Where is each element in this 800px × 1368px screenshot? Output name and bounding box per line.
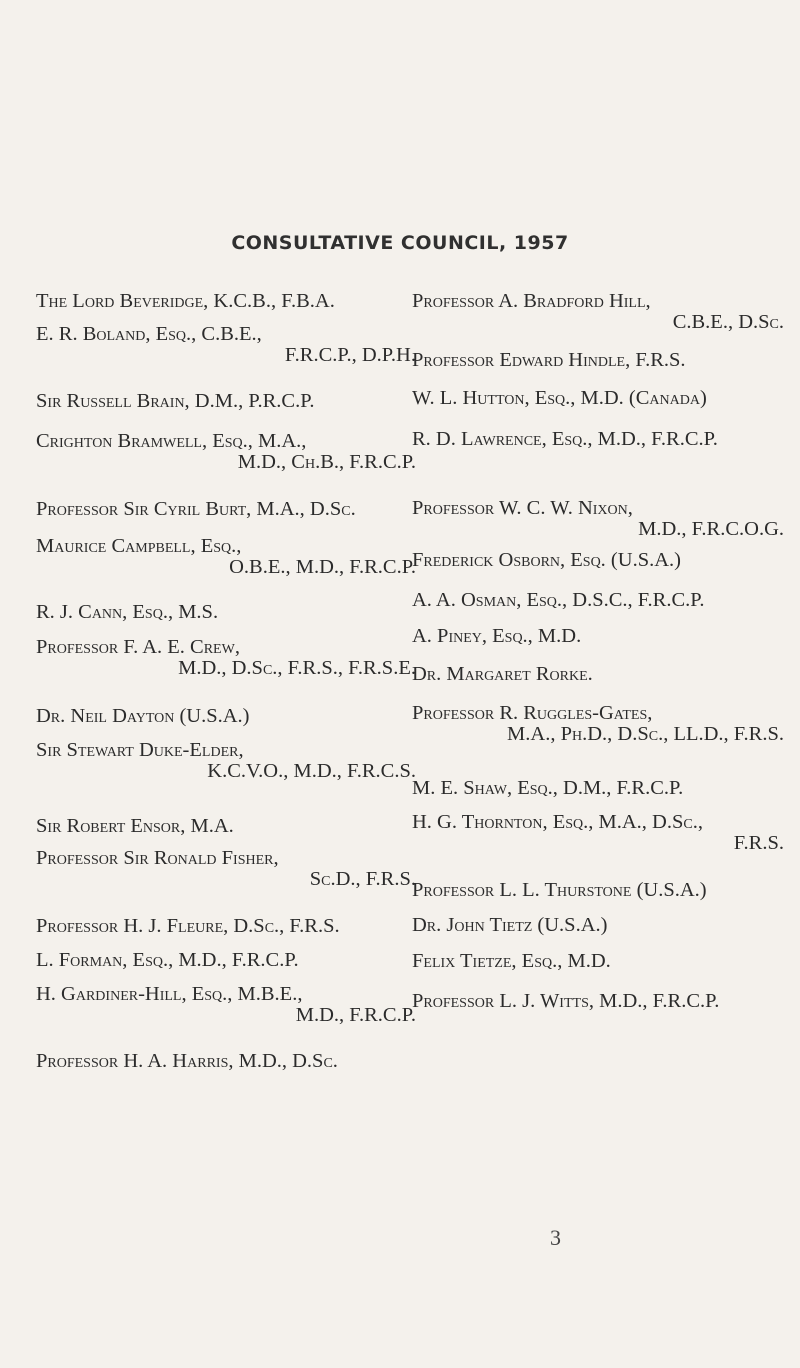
council-member-entry: [412, 811, 784, 854]
member-name-line: Professor F. A. E. Crew,: [36, 636, 240, 658]
council-member-entry: [36, 983, 416, 1026]
member-name-line: Professor Edward Hindle, F.R.S.: [412, 349, 686, 371]
member-name-line: Professor Sir Cyril Burt, M.A., D.Sc.: [36, 498, 356, 520]
council-member-entry: [36, 535, 416, 578]
council-member-entry: [36, 815, 416, 837]
council-member-entry: [412, 990, 784, 1012]
member-name-line: Crighton Bramwell, Esq., M.A.,: [36, 430, 307, 452]
council-member-entry: [36, 739, 416, 782]
council-member-entry: [412, 589, 784, 611]
member-name-line: Dr. Margaret Rorke.: [412, 663, 593, 685]
member-name-line: E. R. Boland, Esq., C.B.E.,: [36, 323, 262, 345]
member-qualifications-line: M.D., F.R.C.O.G.: [638, 518, 784, 540]
member-name-line: Dr. John Tietz (U.S.A.): [412, 914, 608, 936]
council-member-entry: [412, 879, 784, 901]
council-member-entry: [36, 498, 416, 520]
member-qualifications-line: F.R.S.: [733, 832, 784, 854]
council-member-entry: [36, 290, 416, 312]
council-member-entry: [412, 290, 784, 333]
member-name-line: R. J. Cann, Esq., M.S.: [36, 601, 219, 623]
council-member-entry: [36, 430, 416, 473]
council-member-entry: [36, 1050, 416, 1072]
council-member-entry: [412, 428, 784, 450]
council-member-entry: [36, 390, 416, 412]
member-name-line: M. E. Shaw, Esq., D.M., F.R.C.P.: [412, 777, 684, 799]
member-name-line: Sir Robert Ensor, M.A.: [36, 815, 234, 837]
member-name-line: Frederick Osborn, Esq. (U.S.A.): [412, 549, 681, 571]
member-name-line: W. L. Hutton, Esq., M.D. (Canada): [412, 387, 707, 409]
member-qualifications-line: M.D., Ch.B., F.R.C.P.: [237, 451, 416, 473]
council-member-entry: [412, 702, 784, 745]
member-name-line: A. A. Osman, Esq., D.S.C., F.R.C.P.: [412, 589, 705, 611]
council-member-entry: [412, 914, 784, 936]
council-member-entry: [412, 387, 784, 409]
member-name-line: Professor L. L. Thurstone (U.S.A.): [412, 879, 707, 901]
member-name-line: Professor A. Bradford Hill,: [412, 290, 651, 312]
council-member-entry: [412, 497, 784, 540]
council-member-entry: [412, 777, 784, 799]
member-qualifications-line: M.A., Ph.D., D.Sc., LL.D., F.R.S.: [507, 723, 784, 745]
member-name-line: H. G. Thornton, Esq., M.A., D.Sc.,: [412, 811, 703, 833]
member-qualifications-line: O.B.E., M.D., F.R.C.P.: [229, 556, 416, 578]
member-qualifications-line: F.R.C.P., D.P.H.: [284, 344, 416, 366]
page-title: CONSULTATIVE COUNCIL, 1957: [231, 232, 569, 254]
member-name-line: Professor W. C. W. Nixon,: [412, 497, 633, 519]
member-qualifications-line: M.D., D.Sc., F.R.S., F.R.S.E.: [178, 657, 416, 679]
member-name-line: Professor L. J. Witts, M.D., F.R.C.P.: [412, 990, 720, 1012]
member-name-line: Dr. Neil Dayton (U.S.A.): [36, 705, 250, 727]
page-number: 3: [550, 1225, 561, 1250]
council-member-entry: [36, 847, 416, 890]
member-name-line: Maurice Campbell, Esq.,: [36, 535, 242, 557]
council-member-entry: [36, 949, 416, 971]
council-member-entry: [412, 625, 784, 647]
member-name-line: Sir Russell Brain, D.M., P.R.C.P.: [36, 390, 315, 412]
member-qualifications-line: K.C.V.O., M.D., F.R.C.S.: [207, 760, 416, 782]
member-name-line: Felix Tietze, Esq., M.D.: [412, 950, 611, 972]
member-name-line: Professor R. Ruggles-Gates,: [412, 702, 653, 724]
member-qualifications-line: C.B.E., D.Sc.: [672, 311, 784, 333]
member-name-line: Professor H. A. Harris, M.D., D.Sc.: [36, 1050, 338, 1072]
council-member-entry: [412, 663, 784, 685]
member-name-line: A. Piney, Esq., M.D.: [412, 625, 582, 647]
member-name-line: Sir Stewart Duke-Elder,: [36, 739, 244, 761]
member-name-line: R. D. Lawrence, Esq., M.D., F.R.C.P.: [412, 428, 718, 450]
council-member-entry: [36, 636, 416, 679]
council-member-entry: [36, 601, 416, 623]
council-member-entry: [36, 323, 416, 366]
council-member-entry: [36, 705, 416, 727]
council-member-entry: [412, 349, 784, 371]
member-qualifications-line: Sc.D., F.R.S.: [309, 868, 416, 890]
member-name-line: The Lord Beveridge, K.C.B., F.B.A.: [36, 290, 335, 312]
council-member-entry: [412, 549, 784, 571]
member-name-line: L. Forman, Esq., M.D., F.R.C.P.: [36, 949, 299, 971]
member-name-line: Professor H. J. Fleure, D.Sc., F.R.S.: [36, 915, 340, 937]
member-name-line: Professor Sir Ronald Fisher,: [36, 847, 279, 869]
council-member-entry: [36, 915, 416, 937]
council-member-entry: [412, 950, 784, 972]
member-qualifications-line: M.D., F.R.C.P.: [295, 1004, 416, 1026]
member-name-line: H. Gardiner-Hill, Esq., M.B.E.,: [36, 983, 303, 1005]
